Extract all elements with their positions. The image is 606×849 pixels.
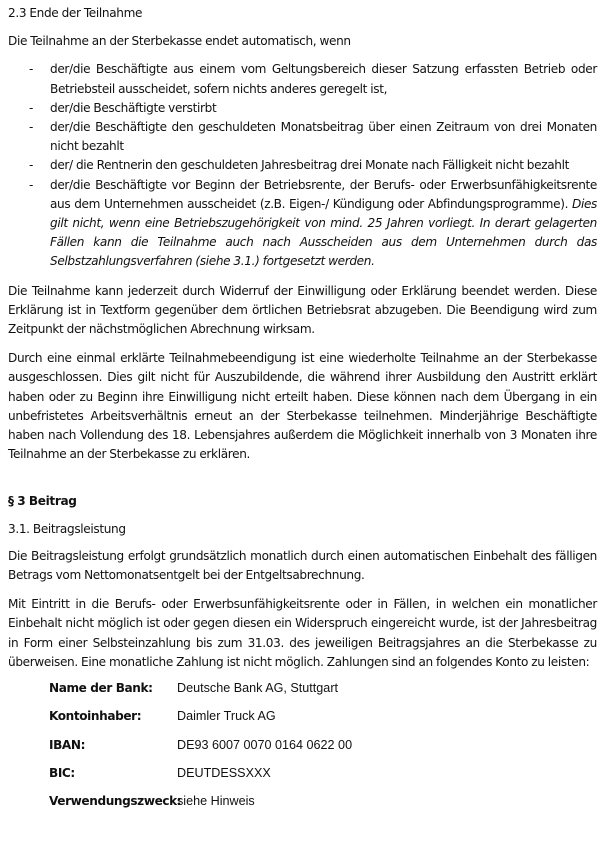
bank-row bbox=[49, 707, 597, 735]
intro-text: Die Teilnahme an der Sterbekasse endet automatisch, wenn bbox=[8, 34, 351, 49]
list-item-italic-note: Dies gilt nicht, wenn eine Betriebszugehörigkeit von mind. 25 Jahren vorliegt. In derart gelagerten Fällen kann die Teilnahme auch nach Ausscheiden aus dem Unternehmen durch das Selbstzahlungsverfahren (siehe 3.1.) fortgesetzt werden. bbox=[50, 196, 597, 269]
bank-row bbox=[49, 736, 597, 764]
list-dash: - bbox=[29, 177, 34, 192]
list-item bbox=[8, 156, 597, 175]
contribution-paragraph: Die Beitragsleistung erfolgt grundsätzlich monatlich durch einen automatischen Einbehalt des fälligen Betrags vom Nettomonatsentgelt bei der Entgeltsabrechnung. bbox=[8, 548, 597, 583]
list-item bbox=[8, 118, 597, 156]
bank-value: DEUTDESSXXX bbox=[177, 765, 271, 780]
withdrawal-paragraph: Die Teilnahme kann jederzeit durch Widerruf der Einwilligung oder Erklärung beendet werden. Diese Erklärung ist in Textform gegenüber dem örtlichen Betriebsrat abzugeben. Die Beendigung wird zum Zeitpunkt der nächstmöglichen Abrechnung wirksam. bbox=[8, 283, 597, 337]
self-payment-paragraph: Mit Eintritt in die Berufs- oder Erwerbsunfähigkeitsrente oder in Fällen, in welchen ein monatlicher Einbehalt nicht möglich ist oder gegen diesen ein Widerspruch eingereicht wurde, ist der Jahresbeitrag in Form einer Selbsteinzahlung bis zum 31.03. des jeweiligen Beitragsjahres an die Sterbekasse zu überweisen. Eine monatliche Zahlung ist nicht möglich. Zahlungen sind an folgendes Konto zu leisten: bbox=[8, 597, 597, 669]
bank-value: siehe Hinweis bbox=[177, 794, 255, 809]
bank-label: Name der Bank: bbox=[49, 681, 153, 696]
list-dash: - bbox=[29, 100, 34, 115]
bank-value: Daimler Truck AG bbox=[177, 709, 276, 724]
list-item-text: der/die Beschäftigte den geschuldeten Monatsbeitrag über einen Zeitraum von drei Monaten nicht bezahlt bbox=[50, 120, 597, 154]
bank-value: Deutsche Bank AG, Stuttgart bbox=[177, 681, 339, 696]
section-heading-3: § 3 Beitrag bbox=[8, 494, 77, 509]
list-dash: - bbox=[29, 120, 34, 135]
list-dash: - bbox=[29, 158, 34, 173]
termination-conditions-list bbox=[8, 60, 597, 271]
list-item bbox=[8, 60, 597, 98]
bank-row bbox=[49, 764, 597, 792]
list-dash: - bbox=[29, 62, 34, 77]
rejoin-paragraph: Durch eine einmal erklärte Teilnahmebeendigung ist eine wiederholte Teilnahme an der Sterbekasse ausgeschlossen. Dies gilt nicht für Auszubildende, die während ihrer Ausbildung den Austritt erklärt haben oder zu Beginn ihre Einwilligung nicht erteilt haben. Diese können nach dem Übergang in ein unbefristetes Arbeitsverhältnis erneut an der Sterbekasse teilnehmen. Minderjährige Beschäftigte haben nach Vollendung des 18. Lebensjahres außerdem die Möglichkeit innerhalb von 3 Monaten ihre Teilnahme an der Sterbekasse zu erklären. bbox=[8, 351, 597, 462]
bank-row bbox=[49, 679, 597, 707]
list-item bbox=[8, 176, 597, 272]
list-item-text: der/die Beschäftigte vor Beginn der Betriebsrente, der Berufs- oder Erwerbsunfähigkeitsrente aus dem Unternehmen ausscheidet (z.B. Eigen-/ Kündigung oder Abfindungsprogramme). bbox=[50, 177, 597, 211]
bank-value: DE93 6007 0070 0164 0622 00 bbox=[177, 737, 353, 752]
sub-heading-3-1: 3.1. Beitragsleistung bbox=[8, 521, 126, 536]
bank-label: IBAN: bbox=[49, 737, 86, 752]
list-item-text: der/die Beschäftigte verstirbt bbox=[50, 100, 217, 115]
list-item-text: der/ die Rentnerin den geschuldeten Jahresbeitrag drei Monate nach Fälligkeit nicht bezahlt bbox=[50, 158, 569, 173]
list-item-text: der/die Beschäftigte aus einem vom Geltungsbereich dieser Satzung erfassten Betrieb oder Betriebsteil ausscheidet, sofern nichts anderes geregelt ist, bbox=[50, 62, 597, 96]
bank-row bbox=[49, 792, 597, 820]
bank-label: Kontoinhaber: bbox=[49, 709, 142, 724]
bank-label: BIC: bbox=[49, 765, 75, 780]
section-heading-2-3: 2.3 Ende der Teilnahme bbox=[8, 6, 143, 20]
list-item bbox=[8, 99, 597, 118]
bank-label: Verwendungszweck: bbox=[49, 794, 182, 809]
bank-details-table bbox=[49, 679, 597, 820]
